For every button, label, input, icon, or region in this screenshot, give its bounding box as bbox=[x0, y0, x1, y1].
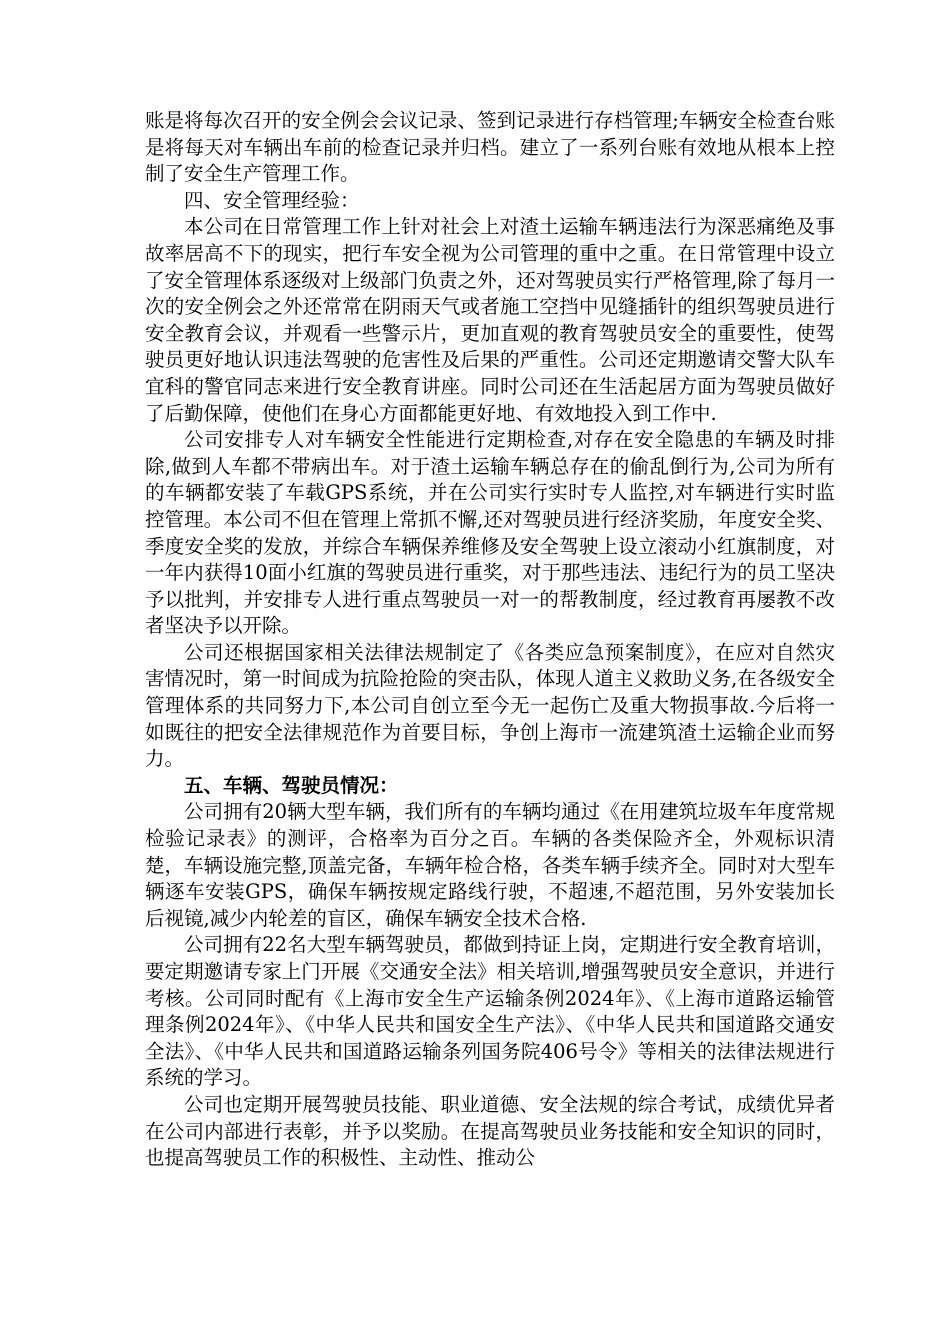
section-heading-5: 五、车辆、驾驶员情况： bbox=[184, 773, 399, 797]
paragraph-experience-1: 本公司在日常管理工作上针对社会上对渣土运输车辆违法行为深恶痛绝及事故率居高不下的现实，把行车安全视为公司管理的重中之重。在日常管理中设立了安全管理体系逐级对上级部门负责之外，还对驾驶员实行严格管理,除了每月一次的安全例会之外还常常在阴雨天气或者施工空挡中见缝插针的组织驾驶员进行安全教育会议，并观看一些警示片，更加直观的教育驾驶员安全的重要性，使驾驶员更好地认识违法驾驶的危害性及后果的严重性。公司还定期邀请交警大队车宜科的警官同志来进行安全教育讲座。同时公司还在生活起居方面为驾驶员做好了后勤保障，使他们在身心方面都能更好地、有效地投入到工作中. bbox=[145, 215, 835, 425]
paragraph-experience-2: 公司安排专人对车辆安全性能进行定期检查,对存在安全隐患的车辆及时排除,做到人车都不带病出车。对于渣土运输车辆总存在的偷乱倒行为,公司为所有的车辆都安装了车载GPS系统，并在公司实行实时专人监控,对车辆进行实时监控管理。本公司不但在管理上常抓不懈,还对驾驶员进行经济奖励，年度安全奖、季度安全奖的发放，并综合车辆保养维修及安全驾驶上设立滚动小红旗制度，对一年内获得10面小红旗的驾驶员进行重奖，对于那些违法、违纪行为的员工坚决予以批判，并安排专人进行重点驾驶员一对一的帮教制度，经过教育再屡教不改者坚决予以开除。 bbox=[145, 428, 835, 638]
paragraph-drivers-1: 公司拥有22名大型车辆驾驶员，都做到持证上岗，定期进行安全教育培训，要定期邀请专家上门开展《交通安全法》相关培训,增强驾驶员安全意识，并进行考核。公司同时配有《上海市安全生产运输条例2024年》、《上海市道路运输管理条例2024年》、《中华人民共和国安全生产法》、《中华人民共和国道路交通安全法》、《中华人民共和国道路运输条列国务院406号令》等相关的法律法规进行系统的学习。 bbox=[145, 933, 835, 1090]
section-heading-4: 四、安全管理经验： bbox=[184, 188, 360, 212]
paragraph-intro: 账是将每次召开的安全例会会议记录、签到记录进行存档管理;车辆安全检查台账是将每天对车辆出车前的检查记录并归档。建立了一系列台账有效地从根本上控制了安全生产管理工作。 bbox=[145, 109, 835, 186]
paragraph-vehicles: 公司拥有20辆大型车辆，我们所有的车辆均通过《在用建筑垃圾车年度常规检验记录表》的测评，合格率为百分之百。车辆的各类保险齐全，外观标识清楚，车辆设施完整,顶盖完备，车辆年检合格，各类车辆手续齐全。同时对大型车辆逐车安装GPS，确保车辆按规定路线行驶，不超速,不超范围，另外安装加长后视镜,减少内轮差的盲区，确保车辆安全技术合格. bbox=[145, 800, 835, 930]
paragraph-experience-3: 公司还根据国家相关法律法规制定了《各类应急预案制度》，在应对自然灾害情况时，第一时间成为抗险抢险的突击队，体现人道主义救助义务,在各级安全管理体系的共同努力下,本公司自创立至今无一起伤亡及重大物损事故.今后将一如既往的把安全法律规范作为首要目标，争创上海市一流建筑渣土运输企业而努力。 bbox=[145, 640, 835, 771]
paragraph-drivers-2: 公司也定期开展驾驶员技能、职业道德、安全法规的综合考试，成绩优异者在公司内部进行表彰，并予以奖励。在提高驾驶员业务技能和安全知识的同时，也提高驾驶员工作的积极性、主动性、推动公 bbox=[145, 1092, 835, 1170]
document-page bbox=[145, 108, 835, 1172]
